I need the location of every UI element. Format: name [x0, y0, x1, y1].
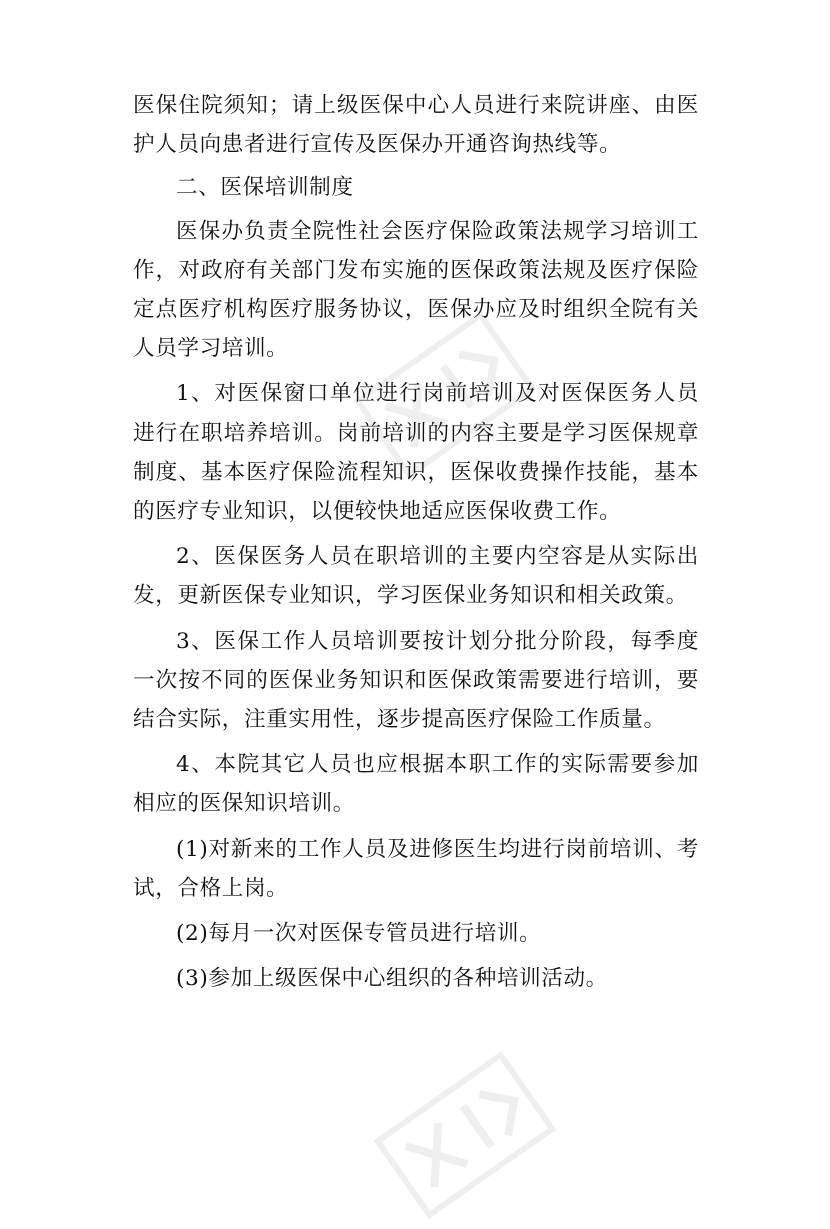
list-item-3: 3、医保工作人员培训要按计划分批分阶段，每季度一次按不同的医保业务知识和医保政策需要进行培训，要结合实际，注重实用性，逐步提高医疗保险工作质量。: [133, 628, 699, 733]
watermark-stamp-lower: [364, 1041, 566, 1229]
document-body: [133, 86, 699, 998]
sub-item-1: (1)对新来的工作人员及进修医生均进行岗前培训、考试，合格上岗。: [133, 836, 699, 901]
list-item-4: 4、本院其它人员也应根据本职工作的实际需要参加相应的医保知识培训。: [133, 752, 699, 817]
sub-item-2: (2)每月一次对医保专管员进行培训。: [176, 921, 542, 947]
paragraph-hospitalization-notice: 医保住院须知；请上级医保中心人员进行来院讲座、由医护人员向患者进行宣传及医保办开通咨询热线等。: [133, 93, 699, 158]
list-item-2: 2、医保医务人员在职培训的主要内空容是从实际出发，更新医保专业知识，学习医保业务知识和相关政策。: [133, 544, 699, 609]
list-item-1: 1、对医保窗口单位进行岗前培训及对医保医务人员进行在职培养培训。岗前培训的内容主要是学习医保规章制度、基本医疗保险流程知识，医保收费操作技能，基本的医疗专业知识，以便较快地适应医保收费工作。: [133, 381, 699, 525]
paragraph-training-responsibility: 医保办负责全院性社会医疗保险政策法规学习培训工作，对政府有关部门发布实施的医保政策法规及医疗保险定点医疗机构医疗服务协议，医保办应及时组织全院有关人员学习培训。: [133, 218, 699, 362]
section-heading-training-system: 二、医保培训制度: [176, 175, 354, 201]
sub-item-3: (3)参加上级医保中心组织的各种培训活动。: [176, 966, 608, 992]
